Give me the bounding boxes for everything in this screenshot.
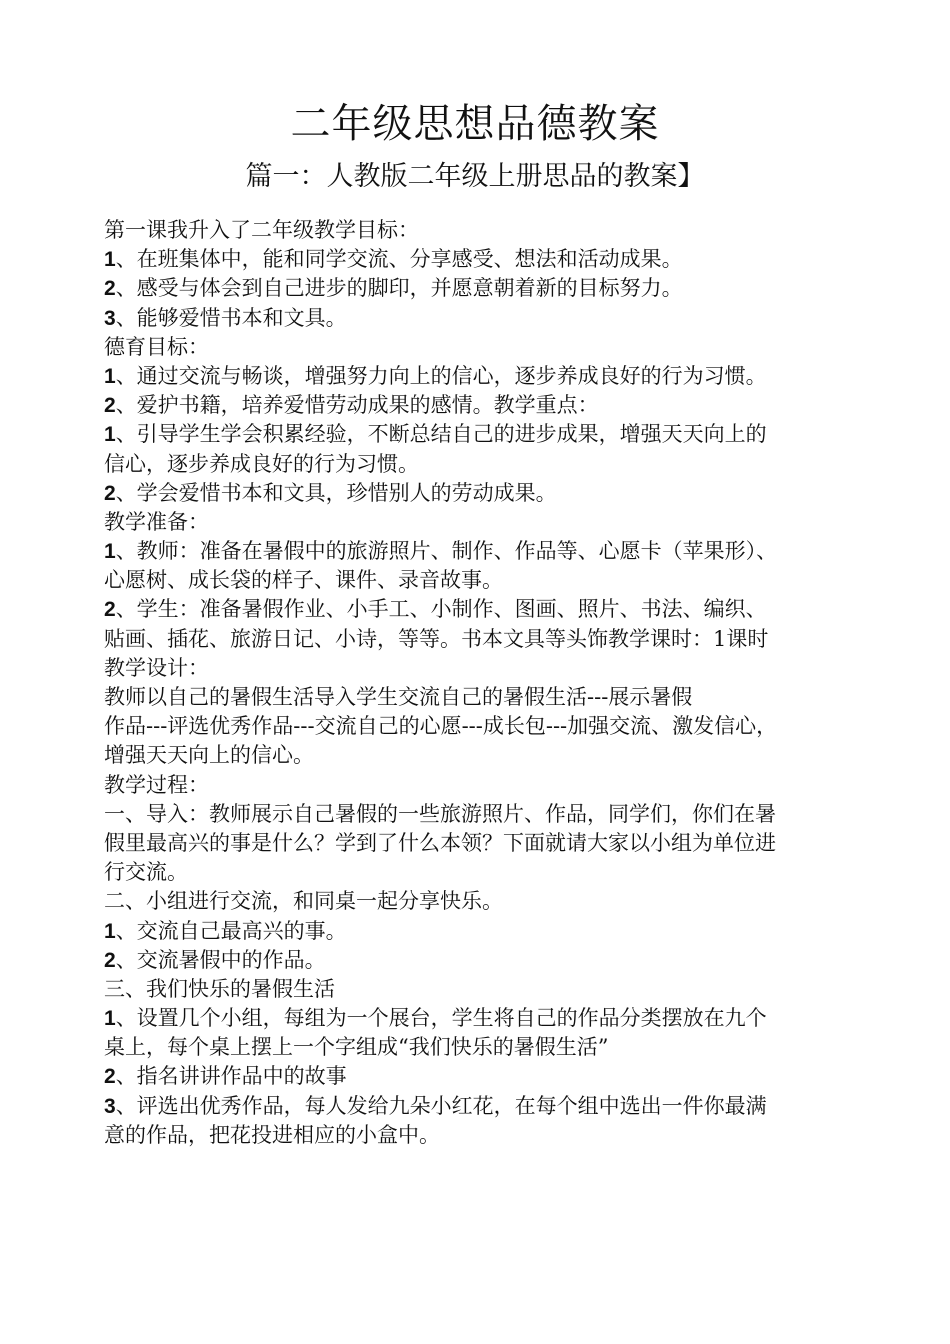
body-line: 行交流。 [104,860,188,885]
body-line: 心愿树、成长袋的样子、课件、录音故事。 [104,568,503,593]
body-line: 三、我们快乐的暑假生活 [104,976,335,1001]
body-line: 1、在班集体中，能和同学交流、分享感受、想法和活动成果。 [104,247,683,272]
body-line: 作品---评选优秀作品---交流自己的心愿---成长包---加强交流、激发信心， [104,714,778,739]
body-line: 1、交流自己最高兴的事。 [104,918,347,943]
body-line: 意的作品，把花投进相应的小盒中。 [104,1122,440,1147]
document-subtitle: 篇一：人教版二年级上册思品的教案】 [245,161,705,192]
document-body [104,216,864,1150]
document-title: 二年级思想品德教案 [290,101,660,147]
body-line: 德育目标： [104,334,209,359]
body-line: 一、导入：教师展示自己暑假的一些旅游照片、作品，同学们，你们在暑 [104,801,776,826]
item-number: 2 [104,948,116,972]
body-line: 1、引导学生学会积累经验，不断总结自己的进步成果，增强天天向上的 [104,422,767,447]
item-number: 2 [104,1065,116,1089]
body-line: 教学准备： [104,509,209,534]
body-line: 二、小组进行交流，和同桌一起分享快乐。 [104,889,503,914]
body-line: 2、交流暑假中的作品。 [104,947,326,972]
body-line: 1、教师：准备在暑假中的旅游照片、制作、作品等、心愿卡（苹果形）、 [104,539,778,564]
body-line: 假里最高兴的事是什么？学到了什么本领？下面就请大家以小组为单位进 [104,830,776,855]
item-number: 1 [104,919,116,943]
body-line: 教学设计： [104,655,209,680]
body-line: 2、爱护书籍，培养爱惜劳动成果的感情。教学重点： [104,393,599,418]
body-line: 第一课我升入了二年级教学目标： [104,218,419,242]
item-number: 2 [104,277,116,301]
body-line: 教学过程： [104,772,209,797]
body-line: 信心，逐步养成良好的行为习惯。 [104,451,419,476]
body-line: 1、通过交流与畅谈，增强努力向上的信心，逐步养成良好的行为习惯。 [104,363,767,388]
body-line: 教师以自己的暑假生活导入学生交流自己的暑假生活---展示暑假 [104,685,693,709]
item-number: 3 [104,306,116,330]
body-line: 2、感受与体会到自己进步的脚印，并愿意朝着新的目标努力。 [104,276,683,301]
item-number: 1 [104,248,116,272]
body-line: 3、评选出优秀作品，每人发给九朵小红花，在每个组中选出一件你最满 [104,1093,767,1118]
body-line: 1、设置几个小组，每组为一个展台，学生将自己的作品分类摆放在九个 [104,1006,767,1031]
body-line: 2、学生：准备暑假作业、小手工、小制作、图画、照片、书法、编织、 [104,597,767,622]
item-number: 1 [104,540,116,564]
body-line: 2、指名讲讲作品中的故事 [104,1064,347,1089]
item-number: 2 [104,598,116,622]
item-number: 1 [104,364,116,388]
item-number: 2 [104,481,116,505]
body-line: 增强天天向上的信心。 [104,743,314,768]
item-number: 3 [104,1094,116,1118]
item-number: 1 [104,423,116,447]
body-line: 贴画、插花、旅游日记、小诗，等等。书本文具等头饰教学课时：1课时 [104,626,769,651]
item-number: 2 [104,394,116,418]
body-line: 2、学会爱惜书本和文具，珍惜别人的劳动成果。 [104,480,557,505]
body-line: 桌上，每个桌上摆上一个字组成“我们快乐的暑假生活” [104,1035,609,1060]
item-number: 1 [104,1007,116,1031]
body-line: 3、能够爱惜书本和文具。 [104,305,347,330]
